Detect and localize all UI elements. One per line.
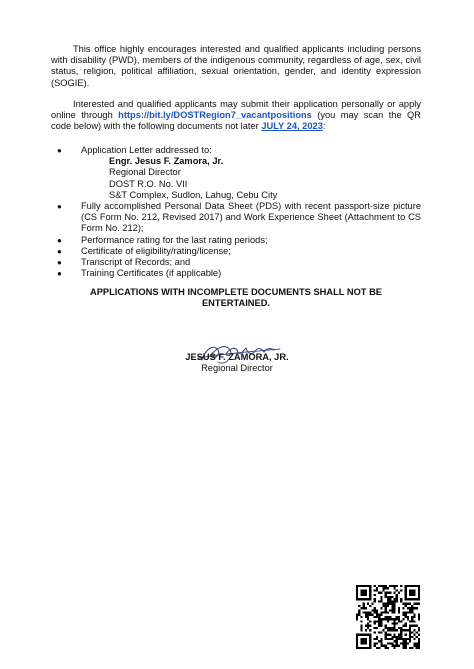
bullet-icon: ●	[57, 269, 62, 279]
bullet-icon: ●	[57, 258, 62, 268]
signature-block	[170, 340, 304, 390]
addressee-name: Engr. Jesus F. Zamora, Jr.	[109, 156, 224, 167]
deadline-date: JULY 24, 2023	[261, 121, 323, 132]
requirements-list	[51, 145, 421, 279]
signatory-name: JESUS F. ZAMORA, JR.	[185, 352, 289, 362]
list-item	[51, 268, 421, 279]
addressee-title: Regional Director	[109, 167, 181, 178]
addressee-address: S&T Complex, Sudlon, Lahug, Cebu City	[109, 189, 278, 200]
list-item-text: Transcript of Records; and	[81, 257, 191, 268]
list-item	[51, 235, 421, 246]
signatory-title: Regional Director	[201, 363, 273, 373]
notice-line-2: ENTERTAINED.	[201, 298, 270, 309]
submission-paragraph	[51, 99, 421, 133]
addressee-office: DOST R.O. No. VII	[109, 178, 188, 189]
list-item-text: Certificate of eligibility/rating/license;	[81, 245, 231, 256]
list-item	[51, 145, 421, 201]
list-item	[51, 201, 421, 235]
submission-text-start: Interested and qualified applicants may submit their application personally or apply online through	[51, 99, 421, 121]
list-item-text: Training Certificates (if applicable)	[81, 268, 222, 279]
list-item-text: Application Letter addressed to:	[81, 145, 212, 155]
incomplete-documents-notice	[51, 287, 421, 309]
submission-text-middle: (you may scan the QR code below) with the following documents not later	[51, 110, 421, 132]
list-item	[51, 246, 421, 257]
list-item-text: Fully accomplished Personal Data Sheet (PDS) with recent passport-size picture (CS Form No. 212, Revised 2017) and Work Experience Sheet (Attachment to CS Form No. 212);	[81, 201, 421, 234]
bullet-icon: ●	[57, 202, 62, 212]
inclusivity-paragraph: This office highly encourages interested and qualified applicants including persons with disability (PWD), members of the indigenous community, regardless of age, sex, civil status, religion, political affiliation, sexual orientation, gender, and identity expression (SOGIE).	[51, 44, 421, 88]
bullet-icon: ●	[57, 146, 62, 155]
notice-line-1: APPLICATIONS WITH INCOMPLETE DOCUMENTS SHALL NOT BE	[90, 287, 382, 297]
bullet-icon: ●	[57, 235, 62, 245]
bullet-icon: ●	[57, 246, 62, 256]
submission-text-end: :	[322, 121, 326, 132]
list-item	[51, 257, 421, 268]
qr-code-icon[interactable]	[356, 585, 420, 649]
list-item-text: Performance rating for the last rating periods;	[81, 234, 268, 245]
application-link[interactable]: https://bit.ly/DOSTRegion7_vacantpositions	[118, 110, 312, 121]
